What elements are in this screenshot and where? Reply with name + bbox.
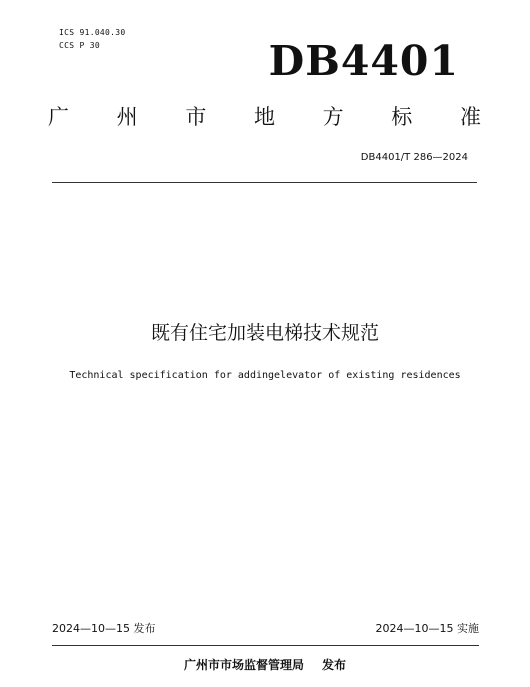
document-title-english: Technical specification for addingelevator of existing residences [69,370,461,381]
issuer-line [0,657,530,673]
standard-kind-char: 地 [253,105,275,129]
standard-kind [48,104,481,130]
standard-number: DB4401/T 286—2024 [360,152,468,163]
issuer-name: 广州市市场监督管理局 [183,658,304,672]
standard-kind-char: 广 [48,105,69,129]
ics-code: ICS 91.040.30 [59,28,126,37]
standard-kind-char: 方 [322,105,344,129]
standard-kind-char: 市 [185,105,207,129]
issue-date: 2024—10—15 发布 [52,622,156,635]
issuer-action: 发布 [322,658,347,672]
standard-kind-char: 准 [459,105,481,129]
implementation-date: 2024—10—15 实施 [375,622,479,635]
ccs-code: CCS P 30 [59,41,100,50]
classification-codes [59,26,126,52]
document-title-chinese: 既有住宅加装电梯技术规范 [150,322,379,344]
bottom-divider [52,645,479,646]
standard-mark: DB4401 [268,37,459,85]
standard-kind-char: 州 [116,105,138,129]
top-divider [52,182,477,183]
standard-kind-char: 标 [391,105,413,129]
